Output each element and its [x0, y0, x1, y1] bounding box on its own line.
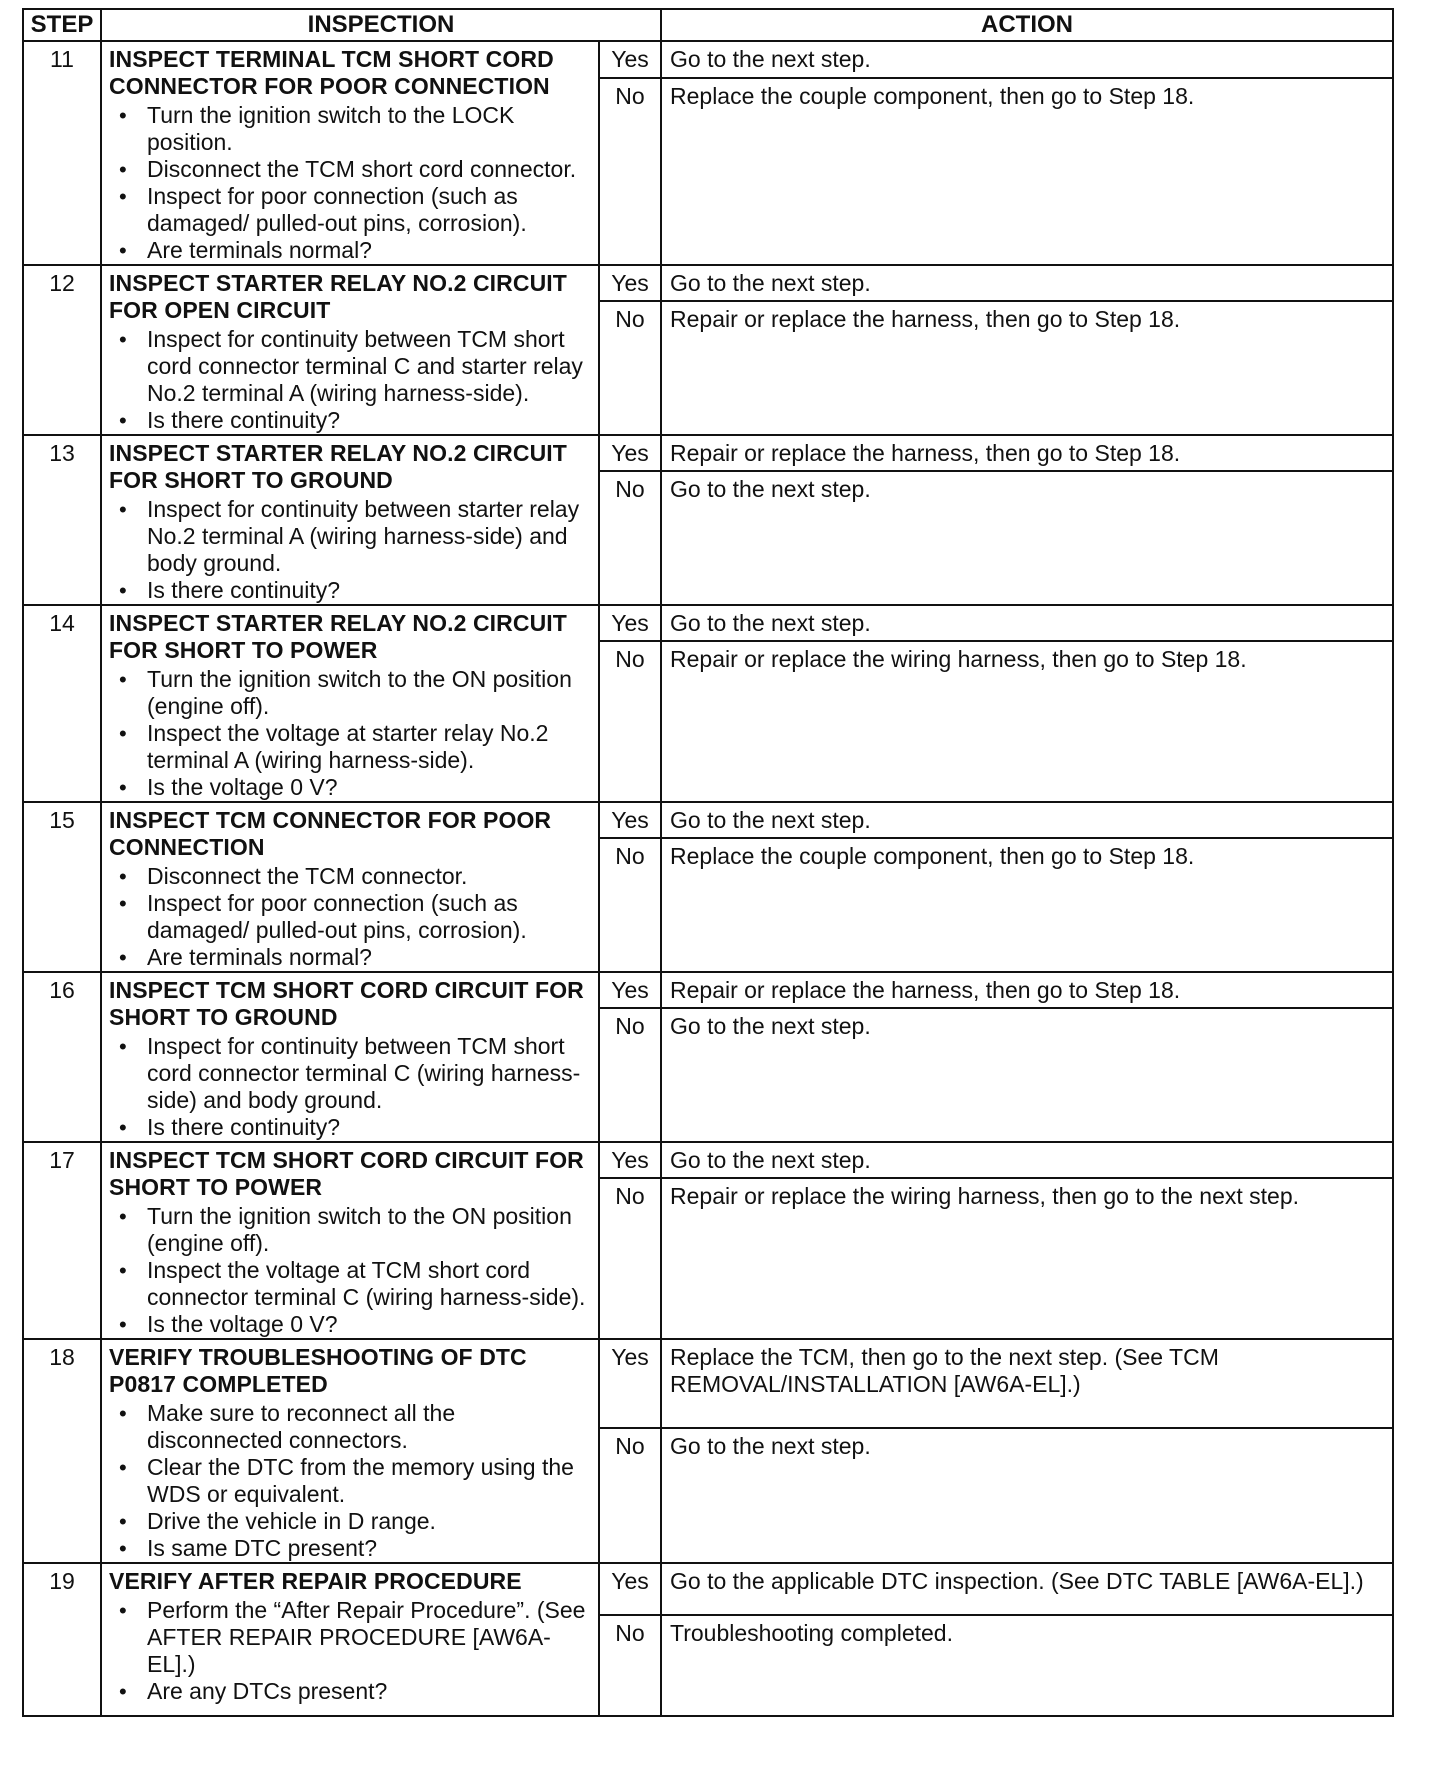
- table-row: [23, 605, 1393, 641]
- yes-action: Go to the next step.: [661, 802, 1393, 838]
- yes-label: Yes: [599, 802, 661, 838]
- bullet-item: • Inspect for continuity between TCM short cord connector terminal C and starter relay No.2 terminal A (wiring harness-side).: [109, 326, 592, 407]
- no-label: No: [599, 1178, 661, 1339]
- step-number: 14: [23, 605, 101, 802]
- inspection-cell: [101, 265, 599, 435]
- inspection-cell: [101, 41, 599, 265]
- bullet-item: • Inspect for poor connection (such as damaged/ pulled-out pins, corrosion).: [109, 890, 592, 944]
- table-body: [23, 41, 1393, 1716]
- bullet-item: • Inspect for continuity between TCM short cord connector terminal C (wiring harness-side) and body ground.: [109, 1033, 592, 1114]
- step-number: 16: [23, 972, 101, 1142]
- inspection-title: INSPECT TCM SHORT CORD CIRCUIT FOR SHORT TO POWER: [109, 1147, 584, 1200]
- yes-label: Yes: [599, 972, 661, 1008]
- header-action: ACTION: [661, 9, 1393, 41]
- yes-action: Go to the next step.: [661, 1142, 1393, 1178]
- table-header-row: [23, 9, 1393, 41]
- no-label: No: [599, 641, 661, 802]
- inspection-bullets: [109, 1400, 592, 1562]
- table-row: [23, 265, 1393, 301]
- bullet-item: • Inspect the voltage at TCM short cord connector terminal C (wiring harness-side).: [109, 1257, 592, 1311]
- bullet-item: • Turn the ignition switch to the ON position (engine off).: [109, 1203, 592, 1257]
- yes-action: Repair or replace the harness, then go to Step 18.: [661, 972, 1393, 1008]
- bullet-item: • Disconnect the TCM connector.: [109, 863, 592, 890]
- step-number: 15: [23, 802, 101, 972]
- inspection-title: INSPECT STARTER RELAY NO.2 CIRCUIT FOR SHORT TO GROUND: [109, 440, 567, 493]
- header-step: STEP: [23, 9, 101, 41]
- bullet-item: • Perform the “After Repair Procedure”. (See AFTER REPAIR PROCEDURE [AW6A-EL].): [109, 1597, 592, 1678]
- inspection-title: VERIFY AFTER REPAIR PROCEDURE: [109, 1568, 522, 1594]
- step-number: 17: [23, 1142, 101, 1339]
- bullet-item: • Make sure to reconnect all the disconnected connectors.: [109, 1400, 592, 1454]
- no-action: Go to the next step.: [661, 471, 1393, 606]
- bullet-item: • Are terminals normal?: [109, 944, 592, 971]
- inspection-cell: [101, 1142, 599, 1339]
- bullet-item: • Is same DTC present?: [109, 1535, 592, 1562]
- yes-label: Yes: [599, 1142, 661, 1178]
- inspection-title: INSPECT STARTER RELAY NO.2 CIRCUIT FOR SHORT TO POWER: [109, 610, 567, 663]
- table-row: [23, 41, 1393, 78]
- inspection-bullets: [109, 1033, 592, 1141]
- bullet-item: • Turn the ignition switch to the LOCK position.: [109, 102, 592, 156]
- step-number: 19: [23, 1563, 101, 1716]
- inspection-bullets: [109, 666, 592, 801]
- yes-label: Yes: [599, 435, 661, 471]
- no-label: No: [599, 1615, 661, 1716]
- inspection-title: INSPECT TERMINAL TCM SHORT CORD CONNECTOR FOR POOR CONNECTION: [109, 46, 554, 99]
- inspection-title: INSPECT TCM CONNECTOR FOR POOR CONNECTION: [109, 807, 552, 860]
- table-row: [23, 972, 1393, 1008]
- table-row: [23, 435, 1393, 471]
- table-row: [23, 1142, 1393, 1178]
- no-action: Repair or replace the harness, then go to Step 18.: [661, 301, 1393, 436]
- inspection-bullets: [109, 1597, 592, 1705]
- bullet-item: • Is there continuity?: [109, 577, 592, 604]
- bullet-item: • Inspect for poor connection (such as damaged/ pulled-out pins, corrosion).: [109, 183, 592, 237]
- no-label: No: [599, 78, 661, 265]
- no-action: Go to the next step.: [661, 1008, 1393, 1143]
- table-row: [23, 802, 1393, 838]
- header-inspection: INSPECTION: [101, 9, 661, 41]
- inspection-cell: [101, 605, 599, 802]
- inspection-cell: [101, 435, 599, 605]
- inspection-bullets: [109, 102, 592, 264]
- inspection-cell: [101, 802, 599, 972]
- bullet-item: • Disconnect the TCM short cord connector.: [109, 156, 592, 183]
- inspection-bullets: [109, 496, 592, 604]
- inspection-bullets: [109, 1203, 592, 1338]
- bullet-item: • Are any DTCs present?: [109, 1678, 592, 1705]
- yes-action: Go to the next step.: [661, 605, 1393, 641]
- yes-label: Yes: [599, 1563, 661, 1615]
- bullet-item: • Is the voltage 0 V?: [109, 1311, 592, 1338]
- inspection-title: VERIFY TROUBLESHOOTING OF DTC P0817 COMPLETED: [109, 1344, 527, 1397]
- step-number: 18: [23, 1339, 101, 1563]
- inspection-cell: [101, 1563, 599, 1716]
- yes-action: Replace the TCM, then go to the next step. (See TCM REMOVAL/INSTALLATION [AW6A-EL].): [661, 1339, 1393, 1428]
- no-label: No: [599, 1428, 661, 1563]
- yes-action: Go to the next step.: [661, 41, 1393, 78]
- no-label: No: [599, 838, 661, 973]
- yes-label: Yes: [599, 41, 661, 78]
- step-number: 13: [23, 435, 101, 605]
- table-row: [23, 1563, 1393, 1615]
- step-number: 12: [23, 265, 101, 435]
- bullet-item: • Drive the vehicle in D range.: [109, 1508, 592, 1535]
- bullet-item: • Are terminals normal?: [109, 237, 592, 264]
- no-label: No: [599, 1008, 661, 1143]
- no-label: No: [599, 471, 661, 606]
- inspection-title: INSPECT STARTER RELAY NO.2 CIRCUIT FOR OPEN CIRCUIT: [109, 270, 567, 323]
- yes-label: Yes: [599, 605, 661, 641]
- no-action: Replace the couple component, then go to Step 18.: [661, 78, 1393, 265]
- no-action: Troubleshooting completed.: [661, 1615, 1393, 1716]
- troubleshooting-sheet: [22, 8, 1394, 1717]
- yes-label: Yes: [599, 1339, 661, 1428]
- inspection-title: INSPECT TCM SHORT CORD CIRCUIT FOR SHORT TO GROUND: [109, 977, 584, 1030]
- bullet-item: • Turn the ignition switch to the ON position (engine off).: [109, 666, 592, 720]
- bullet-item: • Clear the DTC from the memory using the WDS or equivalent.: [109, 1454, 592, 1508]
- bullet-item: • Is the voltage 0 V?: [109, 774, 592, 801]
- step-number: 11: [23, 41, 101, 265]
- inspection-cell: [101, 1339, 599, 1563]
- inspection-bullets: [109, 326, 592, 434]
- no-action: Repair or replace the wiring harness, then go to the next step.: [661, 1178, 1393, 1339]
- yes-action: Repair or replace the harness, then go to Step 18.: [661, 435, 1393, 471]
- bullet-item: • Inspect for continuity between starter relay No.2 terminal A (wiring harness-side) and body ground.: [109, 496, 592, 577]
- bullet-item: • Inspect the voltage at starter relay No.2 terminal A (wiring harness-side).: [109, 720, 592, 774]
- table-row: [23, 1339, 1393, 1428]
- no-action: Replace the couple component, then go to Step 18.: [661, 838, 1393, 973]
- inspection-table: [22, 8, 1394, 1717]
- bullet-item: • Is there continuity?: [109, 407, 592, 434]
- no-action: Go to the next step.: [661, 1428, 1393, 1563]
- yes-label: Yes: [599, 265, 661, 301]
- inspection-cell: [101, 972, 599, 1142]
- no-action: Repair or replace the wiring harness, then go to Step 18.: [661, 641, 1393, 802]
- yes-action: Go to the next step.: [661, 265, 1393, 301]
- yes-action: Go to the applicable DTC inspection. (See DTC TABLE [AW6A-EL].): [661, 1563, 1393, 1615]
- bullet-item: • Is there continuity?: [109, 1114, 592, 1141]
- no-label: No: [599, 301, 661, 436]
- inspection-bullets: [109, 863, 592, 971]
